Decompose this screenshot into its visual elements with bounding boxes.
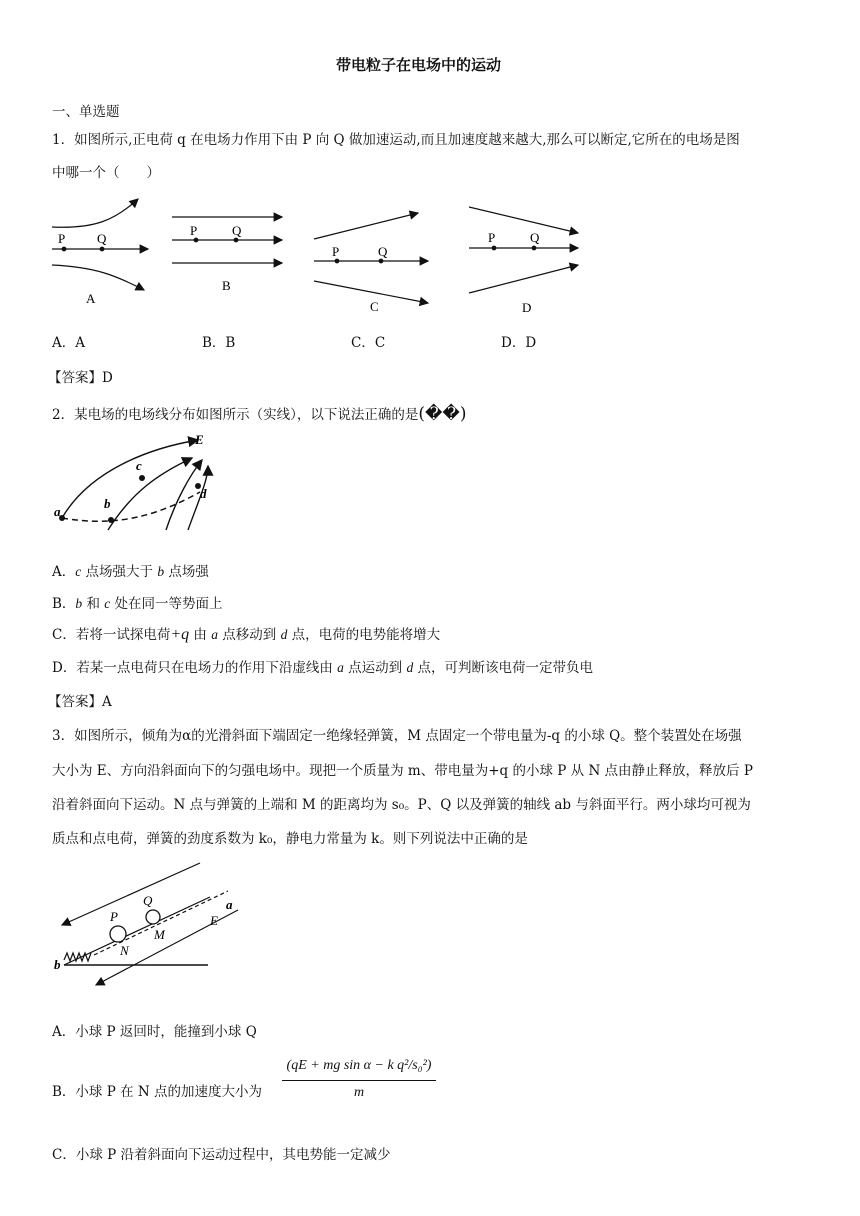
q3-ball-p: [110, 926, 126, 942]
q2-stem-tail: (��): [418, 404, 467, 424]
q2-optD-v1: a: [337, 660, 344, 675]
q2-optC-p1: C．若将一试探电荷: [52, 627, 171, 643]
q2-optB-p3: 处在同一等势面上: [110, 596, 223, 612]
q2-optD-p3: 点，可判断该电荷一定带负电: [413, 660, 594, 676]
q2-field-lines: [62, 440, 208, 530]
q1-d-p-label: P: [488, 230, 496, 245]
q2-optA-p3: 点场强: [164, 564, 209, 580]
q3-option-b-prefix: B．小球 P 在 N 点的加速度大小为: [52, 1084, 262, 1100]
q3-figure: [50, 855, 290, 995]
section-heading: 一、单选题: [52, 104, 120, 120]
q2-optD-v2: d: [406, 660, 414, 675]
q1-option-c: C．C: [351, 335, 386, 351]
q2-optC-v3: d: [280, 627, 288, 642]
q3-a-label: a: [226, 897, 233, 912]
q2-optB-p1: B．: [52, 596, 76, 612]
q2-optB-v1: b: [75, 596, 83, 611]
q2-stem: [52, 403, 466, 424]
q2-b-label: b: [104, 496, 111, 511]
q2-optB-p2: 和: [82, 596, 105, 612]
q3-n-label: N: [120, 943, 129, 958]
q3-stem-line4: 质点和点电荷，弹簧的劲度系数为 k₀，静电力常量为 k。则下列说法中正确的是: [52, 831, 528, 847]
q2-option-d: [52, 656, 593, 676]
q2-optA-p1: A．: [52, 564, 76, 580]
q2-option-c: [52, 623, 440, 644]
q1-b-q-label: Q: [232, 223, 242, 238]
q2-optC-v1: +q: [170, 626, 190, 643]
q1-figure: [0, 195, 860, 325]
q1-diagram-d: [469, 207, 578, 293]
q2-answer: 【答案】A: [48, 694, 112, 710]
q3-stem-line3: 沿着斜面向下运动。N 点与弹簧的上端和 M 的距离均为 s₀。P、Q 以及弹簧的轴线 ab 与斜面平行。两小球均可视为: [52, 797, 751, 813]
q2-optD-p1: D．若某一点电荷只在电场力的作用下沿虚线由: [52, 660, 338, 676]
q1-d-q-label: Q: [530, 230, 540, 245]
q3-option-c: C．小球 P 沿着斜面向下运动过程中，其电势能一定减少: [52, 1147, 391, 1163]
q3-e-label: E: [210, 913, 218, 928]
q2-stem-text: 2．某电场的电场线分布如图所示（实线），以下说法正确的是: [52, 407, 419, 423]
q1-stem-line1: 1．如图所示,正电荷 q 在电场力作用下由 P 向 Q 做加速运动,而且加速度越来越大,那么可以断定,它所在的电场是图: [52, 132, 740, 148]
q1-a-p-label: P: [58, 231, 66, 246]
q2-option-a: [52, 560, 209, 580]
q3-option-b-fraction: [282, 1058, 436, 1101]
q3-b-label: b: [54, 957, 61, 972]
q1-stem-line2: 中哪一个（ ）: [52, 165, 160, 181]
q3-q-label: Q: [143, 893, 153, 908]
q2-figure: [50, 430, 310, 530]
q1-b-caption: B: [222, 278, 231, 293]
q1-c-p-label: P: [332, 244, 340, 259]
q3-option-a: A．小球 P 返回时，能撞到小球 Q: [52, 1024, 257, 1040]
q1-c-caption: C: [370, 299, 379, 314]
q1-d-caption: D: [522, 300, 532, 315]
q2-option-b: [52, 592, 223, 612]
q2-a-label: a: [54, 504, 61, 519]
q1-diagram-b: [172, 217, 282, 263]
q3-fraction-numerator: (qE + mg sin α − k q²/s₀²): [282, 1058, 436, 1081]
q2-optC-p4: 点，电荷的电势能将增大: [287, 627, 441, 643]
q1-c-q-label: Q: [378, 244, 388, 259]
q1-a-caption: A: [86, 291, 96, 306]
q3-stem-line2: 大小为 E、方向沿斜面向下的匀强电场中。现把一个质量为 m、带电量为+q 的小球 P 从 N 点由静止释放，释放后 P: [52, 763, 753, 779]
q1-answer: 【答案】D: [48, 370, 113, 386]
q2-optC-p2: 由: [189, 627, 212, 643]
q1-option-a: A．A: [52, 335, 85, 351]
q3-stem-line1: 3．如图所示，倾角为α的光滑斜面下端固定一绝缘轻弹簧，M 点固定一个带电量为-q 的小球 Q。整个装置处在场强: [52, 728, 742, 744]
q3-fraction-denominator: m: [353, 1085, 365, 1100]
q2-optD-p2: 点运动到: [343, 660, 407, 676]
page-title: 带电粒子在电场中的运动: [336, 56, 502, 74]
q1-option-b: B．B: [202, 335, 236, 351]
q1-b-p-label: P: [190, 223, 198, 238]
q2-optA-p2: 点场强大于: [81, 564, 158, 580]
q3-ball-q: [146, 910, 160, 924]
q2-optA-v1: c: [75, 564, 82, 579]
q3-m-label: M: [154, 927, 165, 942]
q3-p-label: P: [110, 909, 118, 924]
q1-option-d: D．D: [501, 335, 537, 351]
q2-e-label: E: [195, 432, 204, 447]
q2-optC-v2: a: [211, 627, 218, 642]
q2-optB-v2: c: [104, 596, 111, 611]
q2-c-label: c: [136, 458, 142, 473]
q2-optA-v2: b: [157, 564, 165, 579]
q2-optC-p3: 点移动到: [217, 627, 281, 643]
q1-a-q-label: Q: [97, 231, 107, 246]
q2-d-label: d: [200, 486, 207, 501]
